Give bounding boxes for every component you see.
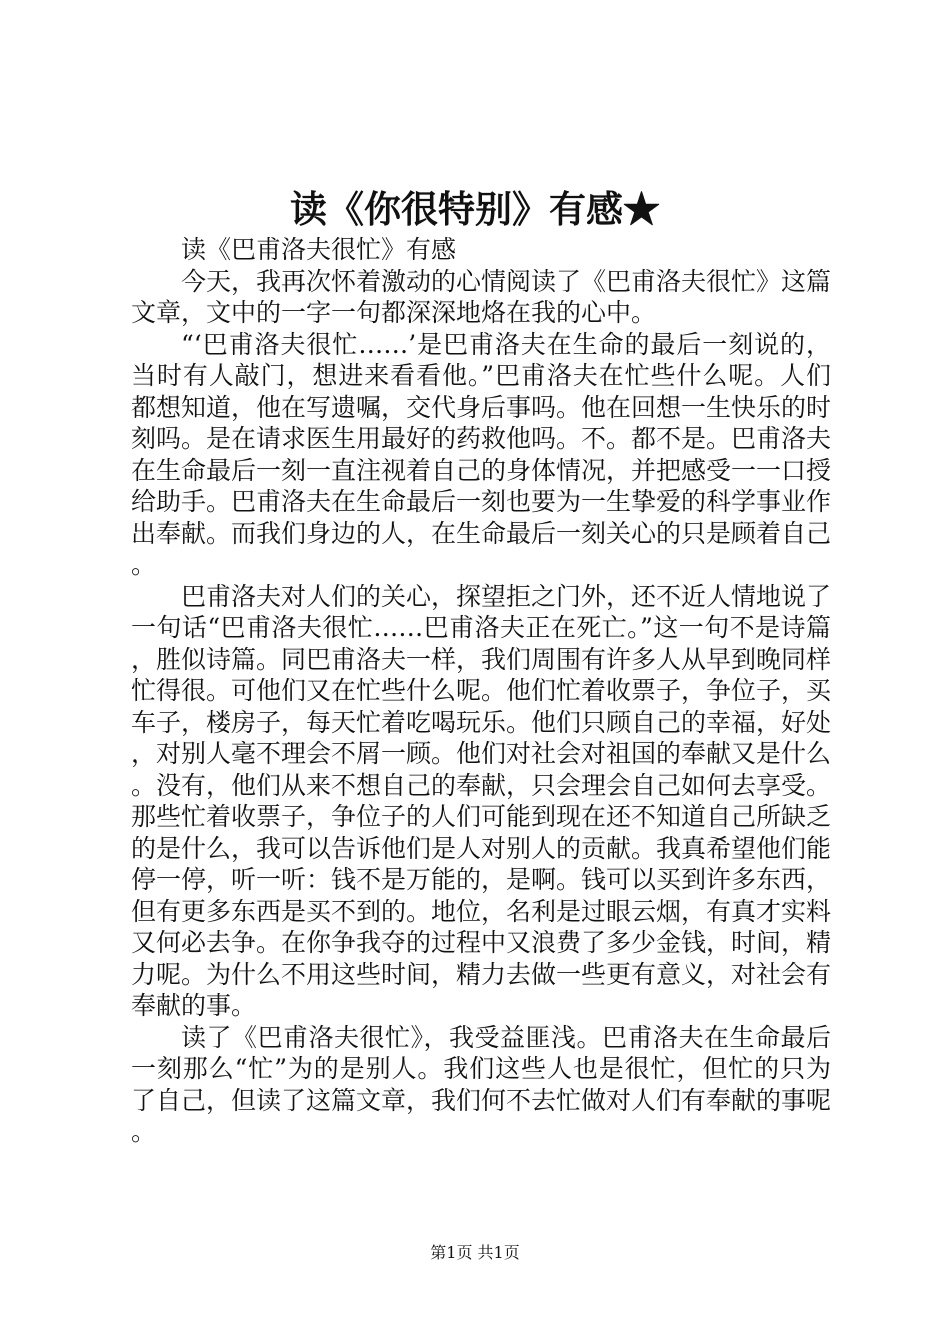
page-title: 读《你很特别》有感★ (290, 187, 660, 231)
document-body (131, 234, 831, 1148)
page-footer: 第1页 共1页 (430, 1243, 520, 1262)
paragraph-subtitle: 读《巴甫洛夫很忙》有感 (181, 235, 457, 264)
paragraph: “‘巴甫洛夫很忙……’是巴甫洛夫在生命的最后一刻说的，当时有人敲门，想进来看看他。”巴甫洛夫在忙些什么呢。人们都想知道，他在写遗嘱，交代身后事吗。他在回想一生快乐的时刻吗。是在请求医生用最好的药救他吗。不。都不是。巴甫洛夫在生命最后一刻一直注视着自己的身体情况，并把感受一一口授给助手。巴甫洛夫在生命最后一刻也要为一生挚爱的科学事业作出奉献。而我们身边的人，在生命最后一刻关心的只是顾着自己。 (131, 329, 832, 579)
paragraph: 今天，我再次怀着激动的心情阅读了《巴甫洛夫很忙》这篇文章，文中的一字一句都深深地烙在我的心中。 (131, 266, 832, 327)
paragraph: 读了《巴甫洛夫很忙》，我受益匪浅。巴甫洛夫在生命最后一刻那么“忙”为的是别人。我们这些人也是很忙，但忙的只为了自己，但读了这篇文章，我们何不去忙做对人们有奉献的事呢。 (131, 1022, 832, 1146)
paragraph: 巴甫洛夫对人们的关心，探望拒之门外，还不近人情地说了一句话“巴甫洛夫很忙……巴甫洛夫正在死亡。”这一句不是诗篇，胜似诗篇。同巴甫洛夫一样，我们周围有许多人从早到晚同样忙得很。可他们又在忙些什么呢。他们忙着收票子，争位子，买车子，楼房子，每天忙着吃喝玩乐。他们只顾自己的幸福，好处，对别人毫不理会不屑一顾。他们对社会对祖国的奉献又是什么。没有，他们从来不想自己的奉献，只会理会自己如何去享受。那些忙着收票子，争位子的人们可能到现在还不知道自己所缺乏的是什么，我可以告诉他们是人对别人的贡献。我真希望他们能停一停，听一听：钱不是万能的，是啊。钱可以买到许多东西，但有更多东西是买不到的。地位，名利是过眼云烟，有真才实料又何必去争。在你争我夺的过程中又浪费了多少金钱，时间，精力呢。为什么不用这些时间，精力去做一些更有意义，对社会有奉献的事。 (131, 581, 832, 1020)
